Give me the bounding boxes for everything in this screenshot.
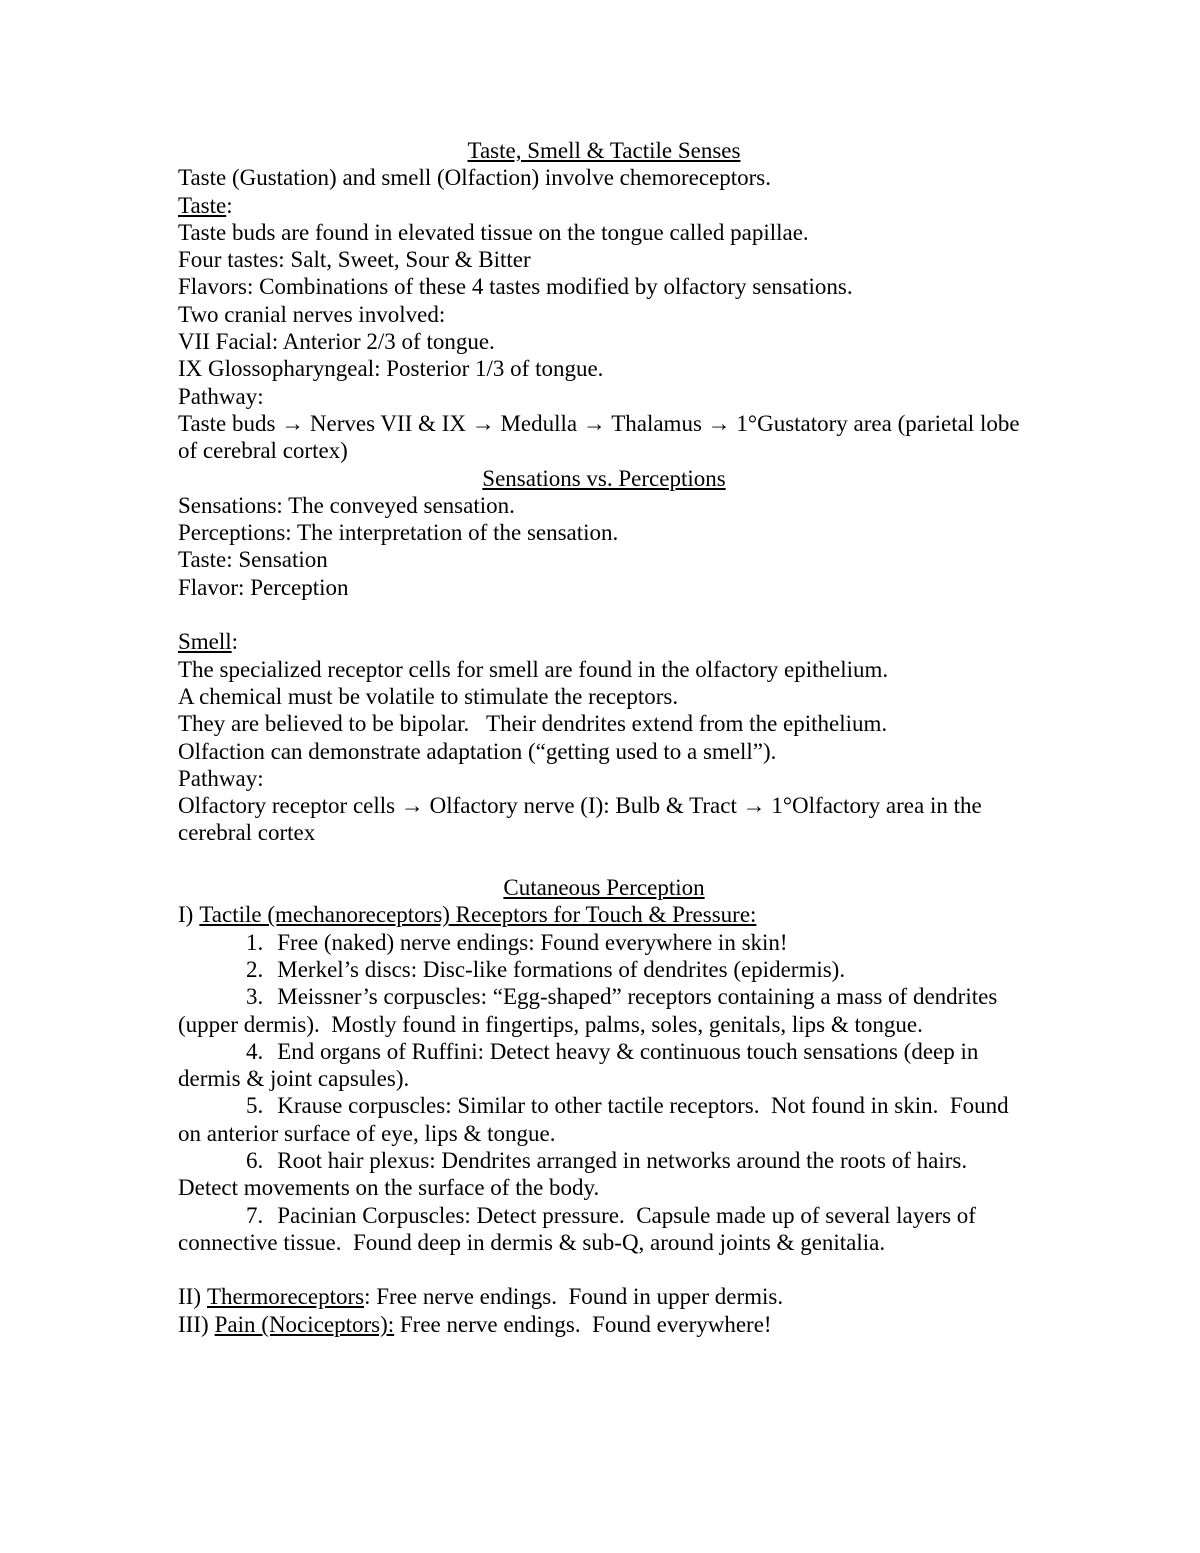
paragraph-flavor-perception: Flavor: Perception [178,574,349,600]
thermo-roman-numeral: II) [178,1284,201,1310]
pain-rest-text: Free nerve endings. Found everywhere! [394,1311,772,1337]
thermo-label-text: Thermoreceptors [206,1284,365,1310]
list-item [178,1038,1030,1093]
taste-section-label [178,192,1030,219]
tactile-heading-line [178,901,1030,928]
pain-roman-numeral: III) [178,1311,209,1337]
pain-line [178,1311,1030,1338]
smell-label-text: Smell [178,629,232,655]
list-item [178,929,1030,956]
taste-label-text: Taste [178,192,227,218]
list-item-text: Free (naked) nerve endings: Found everywhere in skin! [277,929,788,955]
paragraph-taste-pathway: Taste buds → Nerves VII & IX → Medulla → Thalamus → 1°Gustatory area (parietal lobe of cerebral cortex) [178,410,1020,464]
paragraph-smell-receptors: The specialized receptor cells for smell are found in the olfactory epithelium. [178,656,889,682]
tactile-roman-numeral: I) [178,902,194,928]
list-item [178,1202,1030,1257]
smell-label-colon: : [231,629,239,655]
document-title [178,137,1030,164]
blank-line [178,1256,1030,1283]
list-item-number: 3. [246,984,264,1010]
list-item-text: End organs of Ruffini: Detect heavy & continuous touch sensations (deep in dermis & joint capsules). [178,1038,979,1092]
pain-label-text: Pain (Nociceptors): [214,1311,395,1337]
list-item-text: Pacinian Corpuscles: Detect pressure. Capsule made up of several layers of connective tissue. Found deep in dermis & sub-Q, around joints & genitalia. [178,1202,976,1255]
list-item [178,983,1030,1038]
blank-line [178,847,1030,874]
list-item-text: Merkel’s discs: Disc-like formations of dendrites (epidermis). [277,956,846,982]
blank-line [178,601,1030,628]
thermo-rest-text: : Free nerve endings. Found in upper dermis. [364,1284,784,1310]
paragraph-taste-pathway-label: Pathway: [178,383,264,409]
tactile-heading-text: Tactile (mechanoreceptors) Receptors for Touch & Pressure: [199,902,757,928]
heading-sensations-vs-perceptions [178,465,1030,492]
list-item-text: Krause corpuscles: Similar to other tactile receptors. Not found in skin. Found on anterior surface of eye, lips & tongue. [178,1093,1009,1146]
list-item [178,1147,1030,1202]
list-item-text: Meissner’s corpuscles: “Egg-shaped” receptors containing a mass of dendrites (upper dermis). Mostly found in fingertips, palms, soles, genitals, lips & tongue. [178,984,998,1037]
paragraph-olfaction-adaptation: Olfaction can demonstrate adaptation (“getting used to a smell”). [178,738,777,764]
document-title-text: Taste, Smell & Tactile Senses [467,138,741,163]
paragraph-bipolar: They are believed to be bipolar. Their dendrites extend from the epithelium. [178,711,888,737]
list-item-number: 7. [246,1202,264,1228]
paragraph-vii-facial: VII Facial: Anterior 2/3 of tongue. [178,329,495,355]
smell-section-label [178,628,1030,655]
list-item-number: 6. [246,1147,264,1173]
paragraph-perceptions: Perceptions: The interpretation of the sensation. [178,520,619,546]
paragraph-smell-pathway-label: Pathway: [178,765,264,791]
heading-sensations-text: Sensations vs. Perceptions [482,465,726,491]
list-item-text: Root hair plexus: Dendrites arranged in networks around the roots of hairs. Detect movements on the surface of the body. [178,1147,973,1201]
paragraph-taste-sensation: Taste: Sensation [178,547,328,573]
taste-label-colon: : [226,192,233,218]
paragraph-chemical-volatile: A chemical must be volatile to stimulate the receptors. [178,683,679,709]
paragraph-flavors: Flavors: Combinations of these 4 tastes modified by olfactory sensations. [178,274,853,300]
list-item-number: 1. [246,929,264,955]
paragraph-taste-buds: Taste buds are found in elevated tissue on the tongue called papillae. [178,219,809,245]
heading-cutaneous-text: Cutaneous Perception [503,875,705,901]
paragraph-ix-glossopharyngeal: IX Glossopharyngeal: Posterior 1/3 of tongue. [178,356,604,382]
list-item-number: 4. [246,1038,264,1064]
paragraph-intro: Taste (Gustation) and smell (Olfaction) involve chemoreceptors. [178,165,772,191]
paragraph-sensations: Sensations: The conveyed sensation. [178,492,515,518]
paragraph-four-tastes: Four tastes: Salt, Sweet, Sour & Bitter [178,247,531,273]
list-item-number: 5. [246,1093,264,1119]
paragraph-cranial-nerves: Two cranial nerves involved: [178,301,446,327]
list-item [178,1092,1030,1147]
heading-cutaneous-perception [178,874,1030,901]
paragraph-smell-pathway: Olfactory receptor cells → Olfactory nerve (I): Bulb & Tract → 1°Olfactory area in the cerebral cortex [178,793,982,846]
list-item [178,956,1030,983]
thermoreceptors-line [178,1283,1030,1310]
list-item-number: 2. [246,956,264,982]
